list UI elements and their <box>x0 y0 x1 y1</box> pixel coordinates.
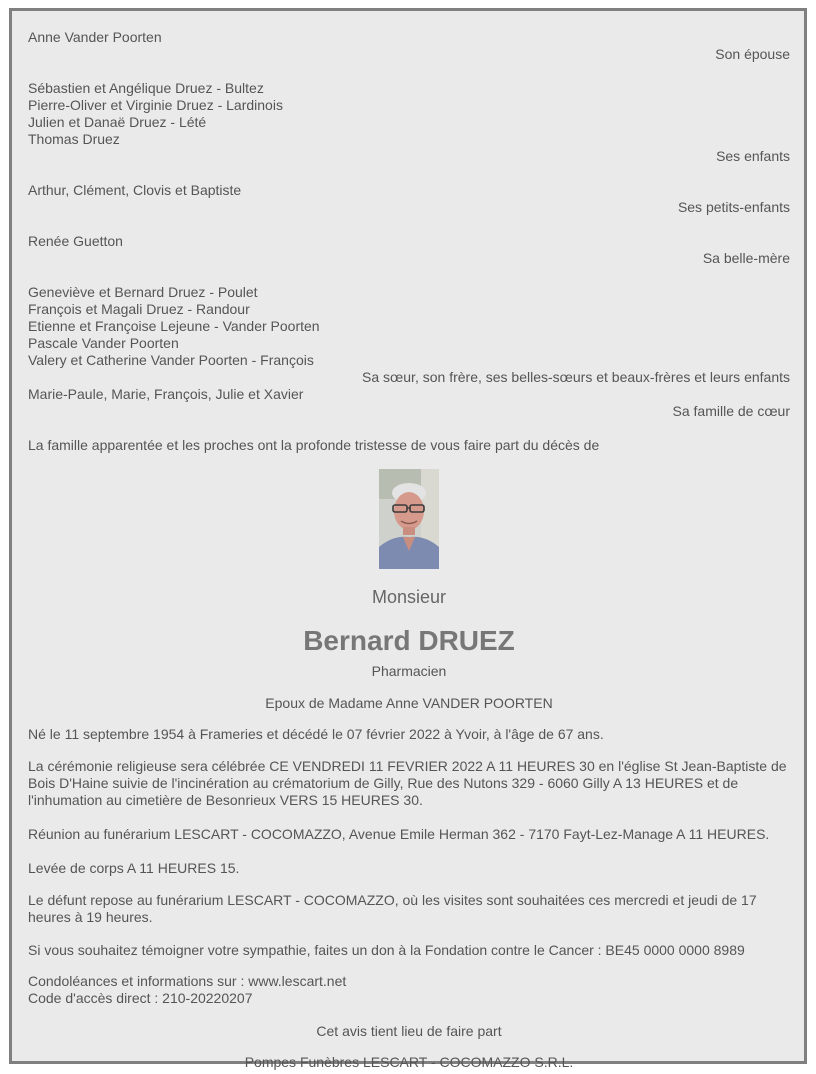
grandchildren-names: Arthur, Clément, Clovis et Baptiste <box>28 182 242 198</box>
heart-family-relation: Sa famille de cœur <box>672 403 790 419</box>
mother-in-law-name: Renée Guetton <box>28 233 123 249</box>
access-code-text: Code d'accès direct : 210-20220207 <box>28 990 253 1006</box>
grandchildren-relation: Ses petits-enfants <box>677 199 790 215</box>
birth-death-text: Né le 11 septembre 1954 à Frameries et décédé le 07 février 2022 à Yvoir, à l'âge de 67 ans. <box>28 726 604 742</box>
mother-in-law-relation: Sa belle-mère <box>702 250 790 266</box>
child-name: Sébastien et Angélique Druez - Bultez <box>28 80 264 96</box>
reunion-text: Réunion au funérarium LESCART - COCOMAZZO, Avenue Emile Herman 362 - 7170 Fayt-Lez-Manage A 11 HEURES. <box>28 826 770 842</box>
announcement-text: La famille apparentée et les proches ont la profonde tristesse de vous faire part du décès de <box>28 437 600 453</box>
condolences-text: Condoléances et informations sur : www.lescart.net <box>28 973 347 989</box>
deceased-profession: Pharmacien <box>371 663 447 679</box>
obituary-content <box>28 29 790 1071</box>
sibling-name: François et Magali Druez - Randour <box>28 301 250 317</box>
funeral-home-text: Pompes Funèbres LESCART - COCOMAZZO S.R.L. <box>244 1054 574 1070</box>
heart-family-names: Marie-Paule, Marie, François, Julie et Xavier <box>28 386 304 402</box>
ceremony-text: La cérémonie religieuse sera célébrée CE VENDREDI 11 FEVRIER 2022 A 11 HEURES 30 en l'église St Jean-Baptiste de Bois D'Haine suivie de l'incinération au crématorium de Gilly, Rue des Nutons 329 - 6060 Gilly A 13 HEURES et de l'inhumation au cimetière de Besonrieux VERS 15 HEURES 30. <box>28 758 787 808</box>
spouse-relation: Son épouse <box>715 46 790 62</box>
child-name: Thomas Druez <box>28 131 120 147</box>
siblings-relation: Sa sœur, son frère, ses belles-sœurs et beaux-frères et leurs enfants <box>362 369 790 385</box>
sibling-name: Etienne et Françoise Lejeune - Vander Poorten <box>28 318 320 334</box>
deceased-honorific: Monsieur <box>371 587 447 607</box>
child-name: Julien et Danaë Druez - Lété <box>28 114 207 130</box>
deceased-spouse-line: Epoux de Madame Anne VANDER POORTEN <box>265 695 553 711</box>
donation-text: Si vous souhaitez témoigner votre sympathie, faites un don à la Fondation contre le Cancer : BE45 0000 0000 8989 <box>28 942 745 958</box>
sibling-name: Pascale Vander Poorten <box>28 335 179 351</box>
notice-text: Cet avis tient lieu de faire part <box>316 1023 502 1039</box>
obituary-card <box>9 8 807 1070</box>
child-name: Pierre-Oliver et Virginie Druez - Lardinois <box>28 97 283 113</box>
levee-text: Levée de corps A 11 HEURES 15. <box>28 860 240 876</box>
deceased-photo <box>379 469 439 569</box>
children-relation: Ses enfants <box>716 148 790 164</box>
deceased-name: Bernard DRUEZ <box>303 625 515 656</box>
sibling-name: Geneviève et Bernard Druez - Poulet <box>28 284 258 300</box>
spouse-name: Anne Vander Poorten <box>28 29 162 45</box>
sibling-name: Valery et Catherine Vander Poorten - François <box>28 352 314 368</box>
visits-text: Le défunt repose au funérarium LESCART - COCOMAZZO, où les visites sont souhaitées ces mercredi et jeudi de 17 heures à 19 heures. <box>28 892 757 925</box>
